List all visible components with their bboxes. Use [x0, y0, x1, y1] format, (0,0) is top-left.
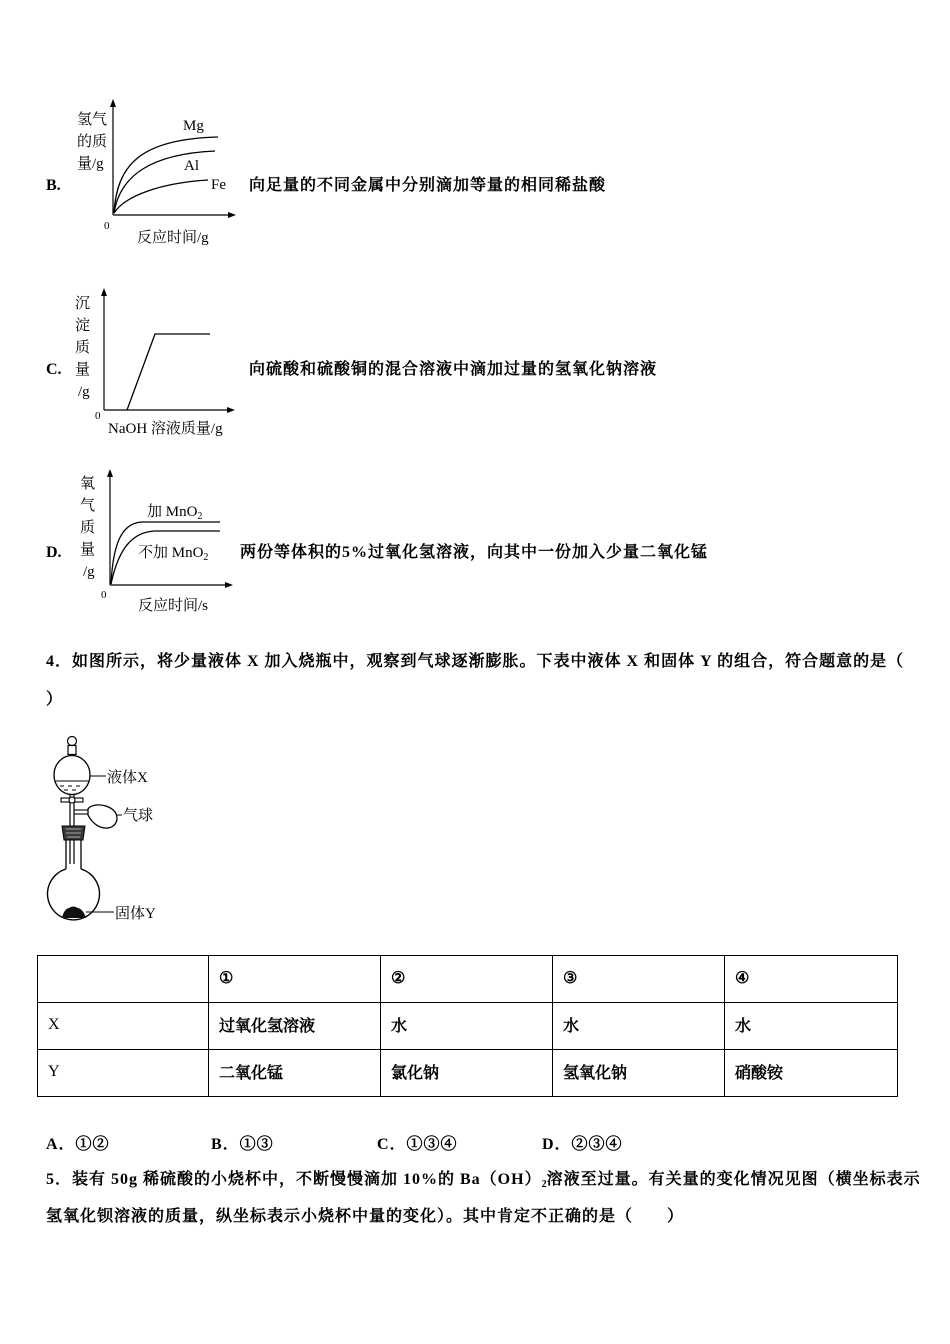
- option-d-letter: D.: [46, 544, 62, 561]
- stopcock: [69, 797, 75, 803]
- question4-option-c: C．①③④: [377, 1136, 458, 1153]
- table-row-label-x: X: [38, 1003, 209, 1050]
- question5-stem-line1: [46, 1172, 921, 1193]
- graph-d-y-label-5: /g: [83, 564, 95, 580]
- table-cell: 硝酸铵: [725, 1050, 898, 1097]
- table-header-3: ③: [553, 956, 725, 1003]
- table-cell: 氢氧化钠: [553, 1050, 725, 1097]
- question4-option-a: A．①②: [46, 1136, 110, 1153]
- question5-stem-line2: 氢氧化钡溶液的质量，纵坐标表示小烧杯中量的变化）。其中肯定不正确的是（ ）: [46, 1208, 685, 1225]
- graph-d-y-label-3: 质: [80, 520, 96, 536]
- funnel-top-neck: [68, 746, 76, 755]
- graph-b-curve-mg: [114, 137, 218, 213]
- graph-c-x-label: NaOH 溶液质量/g: [108, 421, 223, 437]
- label-liquid-x: 液体X: [107, 770, 148, 786]
- option-b-letter: B.: [46, 177, 61, 194]
- graph-d-x-label: 反应时间/s: [138, 598, 209, 614]
- graph-c-y-label-2: 淀: [75, 318, 91, 334]
- graph-c-line: [127, 334, 210, 410]
- graph-b-y-label-2: 的质: [77, 134, 108, 150]
- graph-b-y-label-3: 量/g: [77, 156, 104, 172]
- label-balloon: 气球: [123, 808, 154, 824]
- table-cell: 过氧化氢溶液: [209, 1003, 381, 1050]
- table-row: [38, 1003, 898, 1050]
- table-header-row: [38, 956, 898, 1003]
- graph-d-label-with-mno2: 加 MnO$_2$: [147, 504, 203, 522]
- graph-b-y-label-1: 氢气: [77, 112, 108, 128]
- question4-option-b: B．①③: [211, 1136, 274, 1153]
- graph-d-origin: 0: [101, 589, 107, 601]
- graph-b-curve-al: [114, 151, 215, 213]
- question5-subscript: 2: [541, 1179, 547, 1190]
- funnel-bulb: [54, 756, 90, 795]
- label-solid-y: 固体Y: [115, 906, 156, 922]
- graph-d: [70, 462, 235, 616]
- graph-c-y-label-5: /g: [78, 384, 90, 400]
- graph-b-origin: 0: [104, 220, 110, 232]
- question4-stem-line1: 4．如图所示，将少量液体 X 加入烧瓶中，观察到气球逐渐膨胀。下表中液体 X 和固体 Y 的组合，符合题意的是（: [46, 653, 905, 670]
- question5-text-after-subscript: 溶液至过量。有关量的变化情况见图（横坐标表示: [546, 1171, 921, 1188]
- table-cell: 水: [553, 1003, 725, 1050]
- table-row: [38, 1050, 898, 1097]
- graph-c-y-label-4: 量: [75, 362, 91, 378]
- solid-y: [62, 907, 86, 919]
- graph-d-y-label-2: 气: [80, 498, 96, 514]
- graph-d-x-arrow: [225, 582, 233, 588]
- graph-b-label-al: Al: [184, 158, 199, 174]
- graph-d-y-arrow: [107, 469, 113, 477]
- table-cell: 水: [381, 1003, 553, 1050]
- option-c-description: 向硫酸和硫酸铜的混合溶液中滴加过量的氢氧化钠溶液: [249, 361, 658, 378]
- question5-text-before-subscript: 5．装有 50g 稀硫酸的小烧杯中，不断慢慢滴加 10%的 Ba（OH）: [46, 1171, 542, 1188]
- graph-b-x-arrow: [228, 212, 236, 218]
- table-cell: 水: [725, 1003, 898, 1050]
- table-header-4: ④: [725, 956, 898, 1003]
- option-c-letter: C.: [46, 361, 62, 378]
- question4-stem-line2: ）: [46, 691, 64, 708]
- graph-d-y-label-4: 量: [80, 542, 96, 558]
- graph-c: [65, 284, 240, 442]
- graph-c-x-arrow: [227, 407, 235, 413]
- balloon: [88, 805, 117, 828]
- funnel-stopper: [68, 737, 77, 746]
- graph-b-label-fe: Fe: [211, 177, 226, 193]
- option-b-description: 向足量的不同金属中分别滴加等量的相同稀盐酸: [249, 177, 607, 194]
- graph-b-label-mg: Mg: [183, 118, 204, 134]
- table-corner-cell: [38, 956, 209, 1003]
- apparatus-diagram: [40, 730, 165, 930]
- graph-c-y-arrow: [101, 288, 107, 296]
- table-header-1: ①: [209, 956, 381, 1003]
- table-cell: 二氧化锰: [209, 1050, 381, 1097]
- graph-c-origin: 0: [95, 410, 101, 422]
- graph-b-curve-fe: [114, 180, 208, 213]
- graph-b: [68, 95, 240, 247]
- graph-b-y-arrow: [110, 99, 116, 107]
- graph-c-y-label-1: 沉: [75, 296, 91, 312]
- graph-d-label-without-mno2: 不加 MnO$_2$: [138, 545, 209, 563]
- combination-table: [37, 955, 898, 1097]
- table-header-2: ②: [381, 956, 553, 1003]
- graph-b-x-label: 反应时间/g: [137, 230, 209, 246]
- question4-option-d: D．②③④: [542, 1136, 623, 1153]
- table-cell: 氯化钠: [381, 1050, 553, 1097]
- graph-d-y-label-1: 氧: [80, 476, 96, 492]
- graph-c-y-label-3: 质: [75, 340, 91, 356]
- table-row-label-y: Y: [38, 1050, 209, 1097]
- option-d-description: 两份等体积的5%过氧化氢溶液，向其中一份加入少量二氧化锰: [240, 544, 709, 561]
